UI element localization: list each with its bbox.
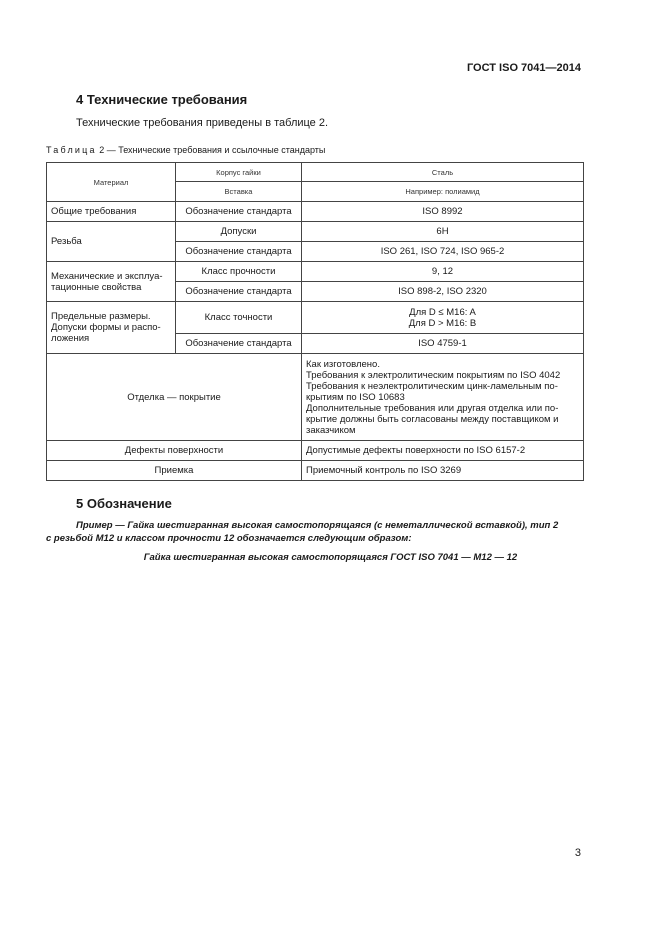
header-nut-body: Корпус гайки xyxy=(176,163,302,182)
table-caption-text: 2 — Технические требования и ссылочные стандарты xyxy=(96,145,326,155)
row-label: Дефекты поверхности xyxy=(47,441,302,461)
row-param: Обозначение стандарта xyxy=(176,334,302,354)
row-value-line: заказчиком xyxy=(306,424,356,436)
page-number: 3 xyxy=(574,847,581,859)
row-label-line: Механические и эксплуа- xyxy=(51,270,163,282)
header-steel: Сталь xyxy=(302,163,584,182)
row-value: ISO 898-2, ISO 2320 xyxy=(302,282,584,302)
table-row xyxy=(47,262,584,282)
row-param: Обозначение стандарта xyxy=(176,242,302,262)
table-row xyxy=(47,441,584,461)
header-insert: Вставка xyxy=(176,182,302,202)
row-value-line: Для D > M16: B xyxy=(408,317,477,329)
designation-formula: Гайка шестигранная высокая самостопорящаяся ГОСТ ISO 7041 — M12 — 12 xyxy=(143,552,518,563)
section-5-title: 5 Обозначение xyxy=(76,496,172,511)
row-value xyxy=(302,302,584,334)
row-value: Приемочный контроль по ISO 3269 xyxy=(302,461,584,481)
example-line: Пример — Гайка шестигранная высокая самостопорящаяся (с неметаллической вставкой), тип 2 xyxy=(76,520,559,531)
table-row xyxy=(47,222,584,242)
row-value: ISO 8992 xyxy=(302,202,584,222)
table-row xyxy=(47,202,584,222)
row-value-line: Как изготовлено. xyxy=(306,358,380,370)
designation-example xyxy=(46,519,583,545)
row-label: Отделка — покрытие xyxy=(47,354,302,441)
row-value-line: крытиям по ISO 10683 xyxy=(306,391,405,403)
row-param: Допуски xyxy=(176,222,302,242)
row-value-line: Дополнительные требования или другая отделка или по- xyxy=(306,402,559,414)
header-example-material: Например: полиамид xyxy=(302,182,584,202)
row-label-line: Предельные размеры. xyxy=(51,311,151,322)
row-value: ISO 4759-1 xyxy=(302,334,584,354)
header-material: Материал xyxy=(47,163,176,202)
row-param: Обозначение стандарта xyxy=(176,282,302,302)
row-label xyxy=(47,302,176,354)
row-value-line: Для D ≤ M16: A xyxy=(409,306,476,318)
section-4-title: 4 Технические требования xyxy=(76,92,248,107)
row-value xyxy=(302,354,584,441)
row-param: Обозначение стандарта xyxy=(176,202,302,222)
example-line: с резьбой M12 и классом прочности 12 обозначается следующим образом: xyxy=(46,533,412,544)
row-value: ISO 261, ISO 724, ISO 965-2 xyxy=(302,242,584,262)
row-label: Резьба xyxy=(47,222,176,262)
table-row xyxy=(47,354,584,441)
row-value: Допустимые дефекты поверхности по ISO 6157-2 xyxy=(302,441,584,461)
section-4-intro: Технические требования приведены в таблице 2. xyxy=(76,117,329,129)
table-row xyxy=(47,302,584,334)
row-label: Приемка xyxy=(47,461,302,481)
row-label-line: ложения xyxy=(51,333,90,344)
row-label-line: тационные свойства xyxy=(51,281,142,293)
row-value-line: Требования к электролитическим покрытиям по ISO 4042 xyxy=(306,369,561,381)
table-caption-prefix: Таблица xyxy=(46,145,97,155)
table-caption xyxy=(46,145,325,155)
table-header-row xyxy=(47,163,584,182)
row-param: Класс точности xyxy=(176,302,302,334)
row-value: 6H xyxy=(302,222,584,242)
row-label xyxy=(47,262,176,302)
requirements-table xyxy=(46,162,584,481)
row-param: Класс прочности xyxy=(176,262,302,282)
row-label: Общие требования xyxy=(47,202,176,222)
row-value-line: крытие должны быть согласованы между поставщиком и xyxy=(306,413,559,425)
row-value-line: Требования к неэлектролитическим цинк-ламельным по- xyxy=(306,380,558,392)
row-value: 9, 12 xyxy=(302,262,584,282)
document-code: ГОСТ ISO 7041—2014 xyxy=(466,62,581,74)
row-label-line: Допуски формы и распо- xyxy=(51,322,161,333)
table-row xyxy=(47,461,584,481)
